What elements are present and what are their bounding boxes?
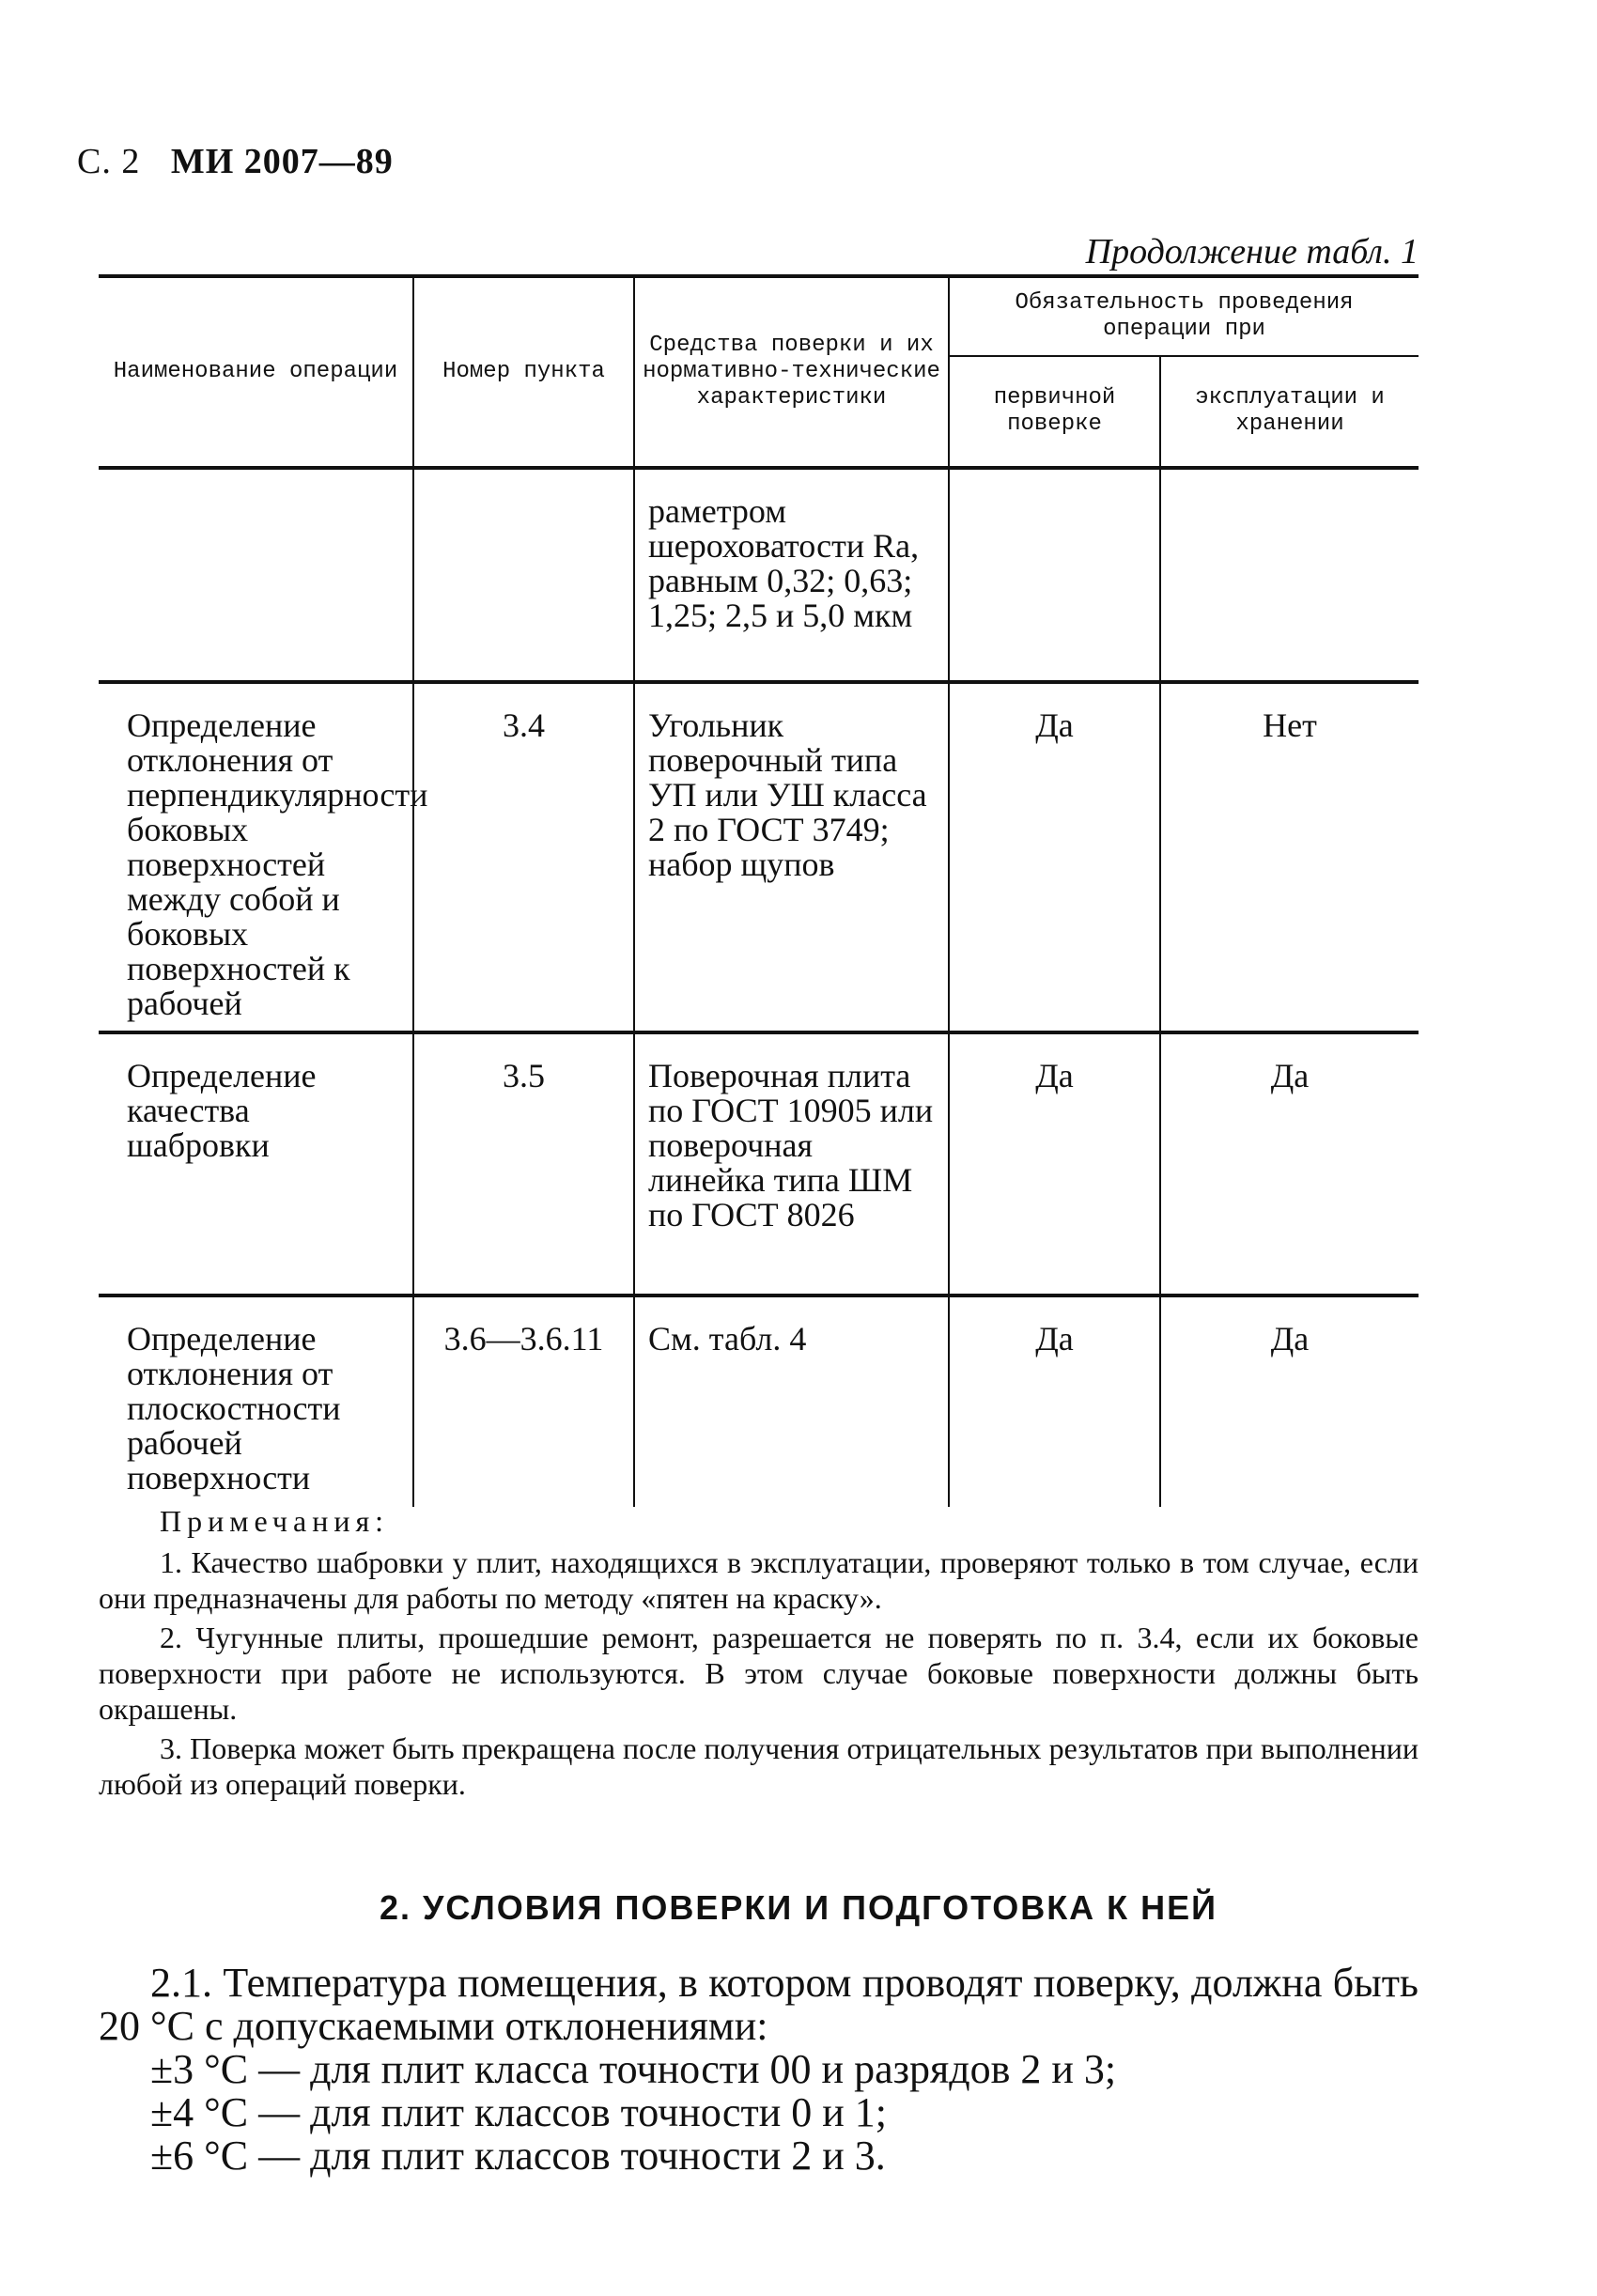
cell-primary <box>949 468 1160 682</box>
notes-block <box>99 1503 1419 1806</box>
cell-verification-means: Поверочная плита по ГОСТ 10905 или поверочная линейка типа ШМ по ГОСТ 8026 <box>634 1032 949 1295</box>
header-operation-storage: эксплуатации и хранении <box>1160 356 1419 468</box>
page-number: С. 2 <box>77 142 141 181</box>
note-item: 2. Чугунные плиты, прошедшие ремонт, разрешается не поверять по п. 3.4, если их боковые поверхности при работе не используются. В этом случае боковые поверхности должны быть окрашены. <box>99 1621 1419 1726</box>
header-item-number: Номер пункта <box>413 276 634 468</box>
table-continuation-label: Продолжение табл. 1 <box>1085 232 1419 271</box>
header-primary-verification: первичной поверке <box>949 356 1160 468</box>
tolerance-line: ±4 °С — для плит классов точности 0 и 1; <box>150 2089 888 2135</box>
cell-operation: Нет <box>1160 682 1419 1032</box>
table-row <box>99 1295 1419 1507</box>
header-obligation: Обязательность проведения операции при <box>949 276 1419 356</box>
cell-operation: Да <box>1160 1032 1419 1295</box>
cell-item-number: 3.6—3.6.11 <box>413 1295 634 1507</box>
cell-operation <box>1160 468 1419 682</box>
section-heading: 2. УСЛОВИЯ ПОВЕРКИ И ПОДГОТОВКА К НЕЙ <box>379 1888 1218 1927</box>
cell-operation-name <box>99 468 413 682</box>
cell-verification-means: Угольник поверочный типа УП или УШ класса 2 по ГОСТ 3749; набор щупов <box>634 682 949 1032</box>
table-row <box>99 468 1419 682</box>
cell-verification-means: См. табл. 4 <box>634 1295 949 1507</box>
header-operation-name: Наименование операции <box>99 276 413 468</box>
cell-primary: Да <box>949 682 1160 1032</box>
verification-table <box>99 274 1419 1507</box>
section-body <box>99 1962 1419 2178</box>
cell-item-number: 3.5 <box>413 1032 634 1295</box>
cell-operation: Да <box>1270 1320 1310 1357</box>
cell-item-number: 3.4 <box>413 682 634 1032</box>
note-item: 1. Качество шабровки у плит, находящихся в эксплуатации, проверяют только в том случае, если они предназначены для работы по методу «пятен на краску». <box>99 1545 1419 1615</box>
table-row <box>99 1032 1419 1295</box>
page-header <box>77 141 394 182</box>
note-item: 3. Поверка может быть прекращена после получения отрицательных результатов при выполнении любой из операций поверки. <box>99 1731 1419 1801</box>
notes-title: Примечания: <box>160 1504 390 1538</box>
cell-primary: Да <box>949 1032 1160 1295</box>
cell-primary: Да <box>949 1295 1160 1507</box>
cell-operation-name: Определение отклонения от плоскостности рабочей поверхности <box>99 1295 413 1507</box>
cell-item-number <box>413 468 634 682</box>
tolerance-line: ±6 °С — для плит классов точности 2 и 3. <box>150 2133 886 2179</box>
tolerance-line: ±3 °С — для плит класса точности 00 и разрядов 2 и 3; <box>150 2046 1117 2092</box>
cell-operation-name: Определение отклонения от перпендикулярности боковых поверхностей между собой и боковых поверхностей к рабочей <box>99 682 413 1032</box>
cell-verification-means: раметром шероховатости Ra, равным 0,32; 0,63; 1,25; 2,5 и 5,0 мкм <box>634 468 949 682</box>
document-code: МИ 2007—89 <box>170 142 394 181</box>
table-row <box>99 682 1419 1032</box>
paragraph-2-1: 2.1. Температура помещения, в котором проводят поверку, должна быть 20 °С с допускаемыми отклонениями: <box>99 1960 1419 2049</box>
header-verification-means: Средства поверки и их нормативно-технические характеристики <box>634 276 949 468</box>
cell-operation-name: Определение качества шабровки <box>99 1032 413 1295</box>
